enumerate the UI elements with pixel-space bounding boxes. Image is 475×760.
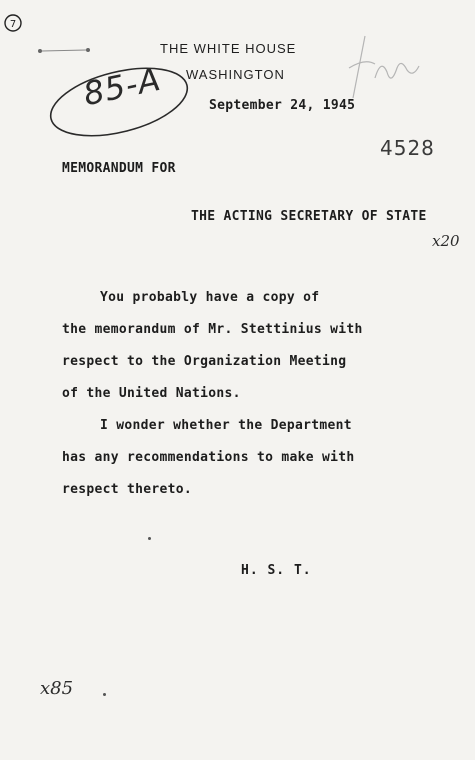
body-line: has any recommendations to make with <box>62 450 355 465</box>
signature-initials: H. S. T. <box>241 563 312 578</box>
letterhead-city: WASHINGTON <box>186 67 285 82</box>
ink-dot <box>103 693 106 696</box>
handwritten-bottom-code: x85 <box>40 678 74 699</box>
staple-mark <box>36 44 96 58</box>
ink-dot <box>148 537 151 540</box>
memo-date: September 24, 1945 <box>209 98 356 113</box>
body-line: respect to the Organization Meeting <box>62 354 347 369</box>
pencil-scribble-mark <box>335 28 425 108</box>
body-line: of the United Nations. <box>62 386 241 401</box>
svg-text:7: 7 <box>9 19 17 30</box>
letterhead-title: THE WHITE HOUSE <box>160 41 297 56</box>
memo-addressee: THE ACTING SECRETARY OF STATE <box>191 209 427 224</box>
body-line: I wonder whether the Department <box>100 418 352 433</box>
handwritten-file-code: 85-A <box>80 59 165 114</box>
body-line: respect thereto. <box>62 482 193 497</box>
memo-heading: MEMORANDUM FOR <box>62 161 176 176</box>
file-number-stamp: 4528 <box>380 136 435 160</box>
body-line: the memorandum of Mr. Stettinius with <box>62 322 363 337</box>
body-line: You probably have a copy of <box>100 290 320 305</box>
circled-number-mark <box>3 13 23 33</box>
handwritten-addressee-code: x20 <box>432 232 460 250</box>
